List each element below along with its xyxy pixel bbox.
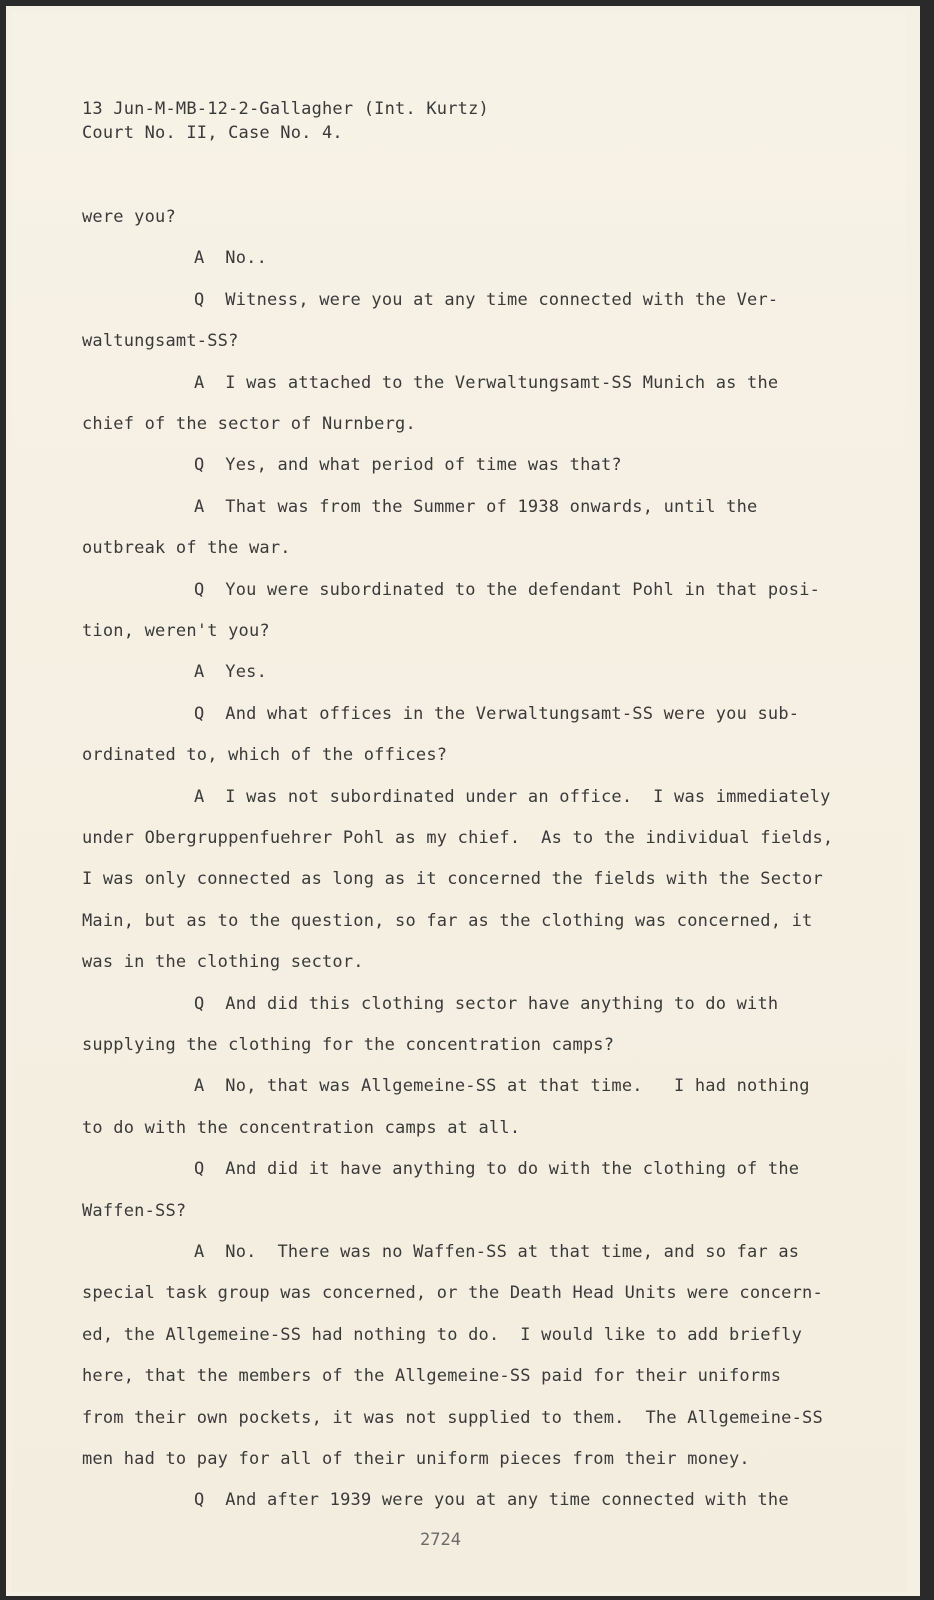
header-line-1: 13 Jun-M-MB-12-2-Gallagher (Int. Kurtz) (82, 99, 489, 119)
transcript-line: special task group was concerned, or the Death Head Units were concern- (82, 1283, 823, 1304)
transcript-line: Q And after 1939 were you at any time connected with the (194, 1490, 789, 1511)
transcript-line: were you? (82, 207, 176, 227)
transcript-line: Q And did it have anything to do with the clothing of the (194, 1159, 800, 1180)
transcript-line: here, that the members of the Allgemeine-SS paid for their uniforms (82, 1366, 782, 1387)
transcript-line: men had to pay for all of their uniform pieces from their money. (82, 1449, 750, 1469)
transcript-line: ed, the Allgemeine-SS had nothing to do. I would like to add briefly (82, 1324, 803, 1345)
transcript-line: waltungsamt-SS? (82, 331, 239, 352)
transcript-line: A No, that was Allgemeine-SS at that time. I had nothing (194, 1076, 810, 1097)
transcript-line: was in the clothing sector. (82, 952, 364, 973)
transcript-line: A Yes. (194, 662, 268, 683)
transcript-line: under Obergruppenfuehrer Pohl as my chief. As to the individual fields, (82, 828, 834, 848)
transcript-line: A No. There was no Waffen-SS at that time, and so far as (194, 1242, 800, 1262)
transcript-line: A I was attached to the Verwaltungsamt-SS Munich as the (194, 372, 779, 393)
transcript-line: outbreak of the war. (82, 538, 291, 559)
transcript-line: Waffen-SS? (82, 1200, 187, 1221)
transcript-line: supplying the clothing for the concentration camps? (82, 1035, 615, 1055)
transcript-line: Q Witness, were you at any time connected with the Ver- (194, 289, 779, 310)
transcript-line: Q Yes, and what period of time was that? (194, 455, 622, 476)
transcript-line: A I was not subordinated under an office. I was immediately (194, 786, 831, 807)
header-line-2: Court No. II, Case No. 4. (82, 123, 343, 143)
transcript-line: Q You were subordinated to the defendant Pohl in that posi- (194, 579, 821, 600)
transcript-line: Q And what offices in the Verwaltungsamt-SS were you sub- (194, 703, 800, 724)
transcript-line: A That was from the Summer of 1938 onwards, until the (194, 496, 758, 517)
transcript-line: from their own pockets, it was not supplied to them. The Allgemeine-SS (82, 1407, 823, 1428)
transcript-line: chief of the sector of Nurnberg. (82, 414, 416, 434)
transcript-line: ordinated to, which of the offices? (82, 745, 448, 766)
transcript-line: Q And did this clothing sector have anything to do with (194, 993, 779, 1014)
transcript-line: Main, but as to the question, so far as the clothing was concerned, it (82, 910, 813, 931)
page-number: 2724 (420, 1530, 461, 1550)
transcript-line: A No.. (194, 248, 268, 269)
transcript-line: tion, weren't you? (82, 621, 270, 641)
transcript-line: I was only connected as long as it concerned the fields with the Sector (82, 869, 823, 890)
transcript-line: to do with the concentration camps at all. (82, 1117, 521, 1138)
